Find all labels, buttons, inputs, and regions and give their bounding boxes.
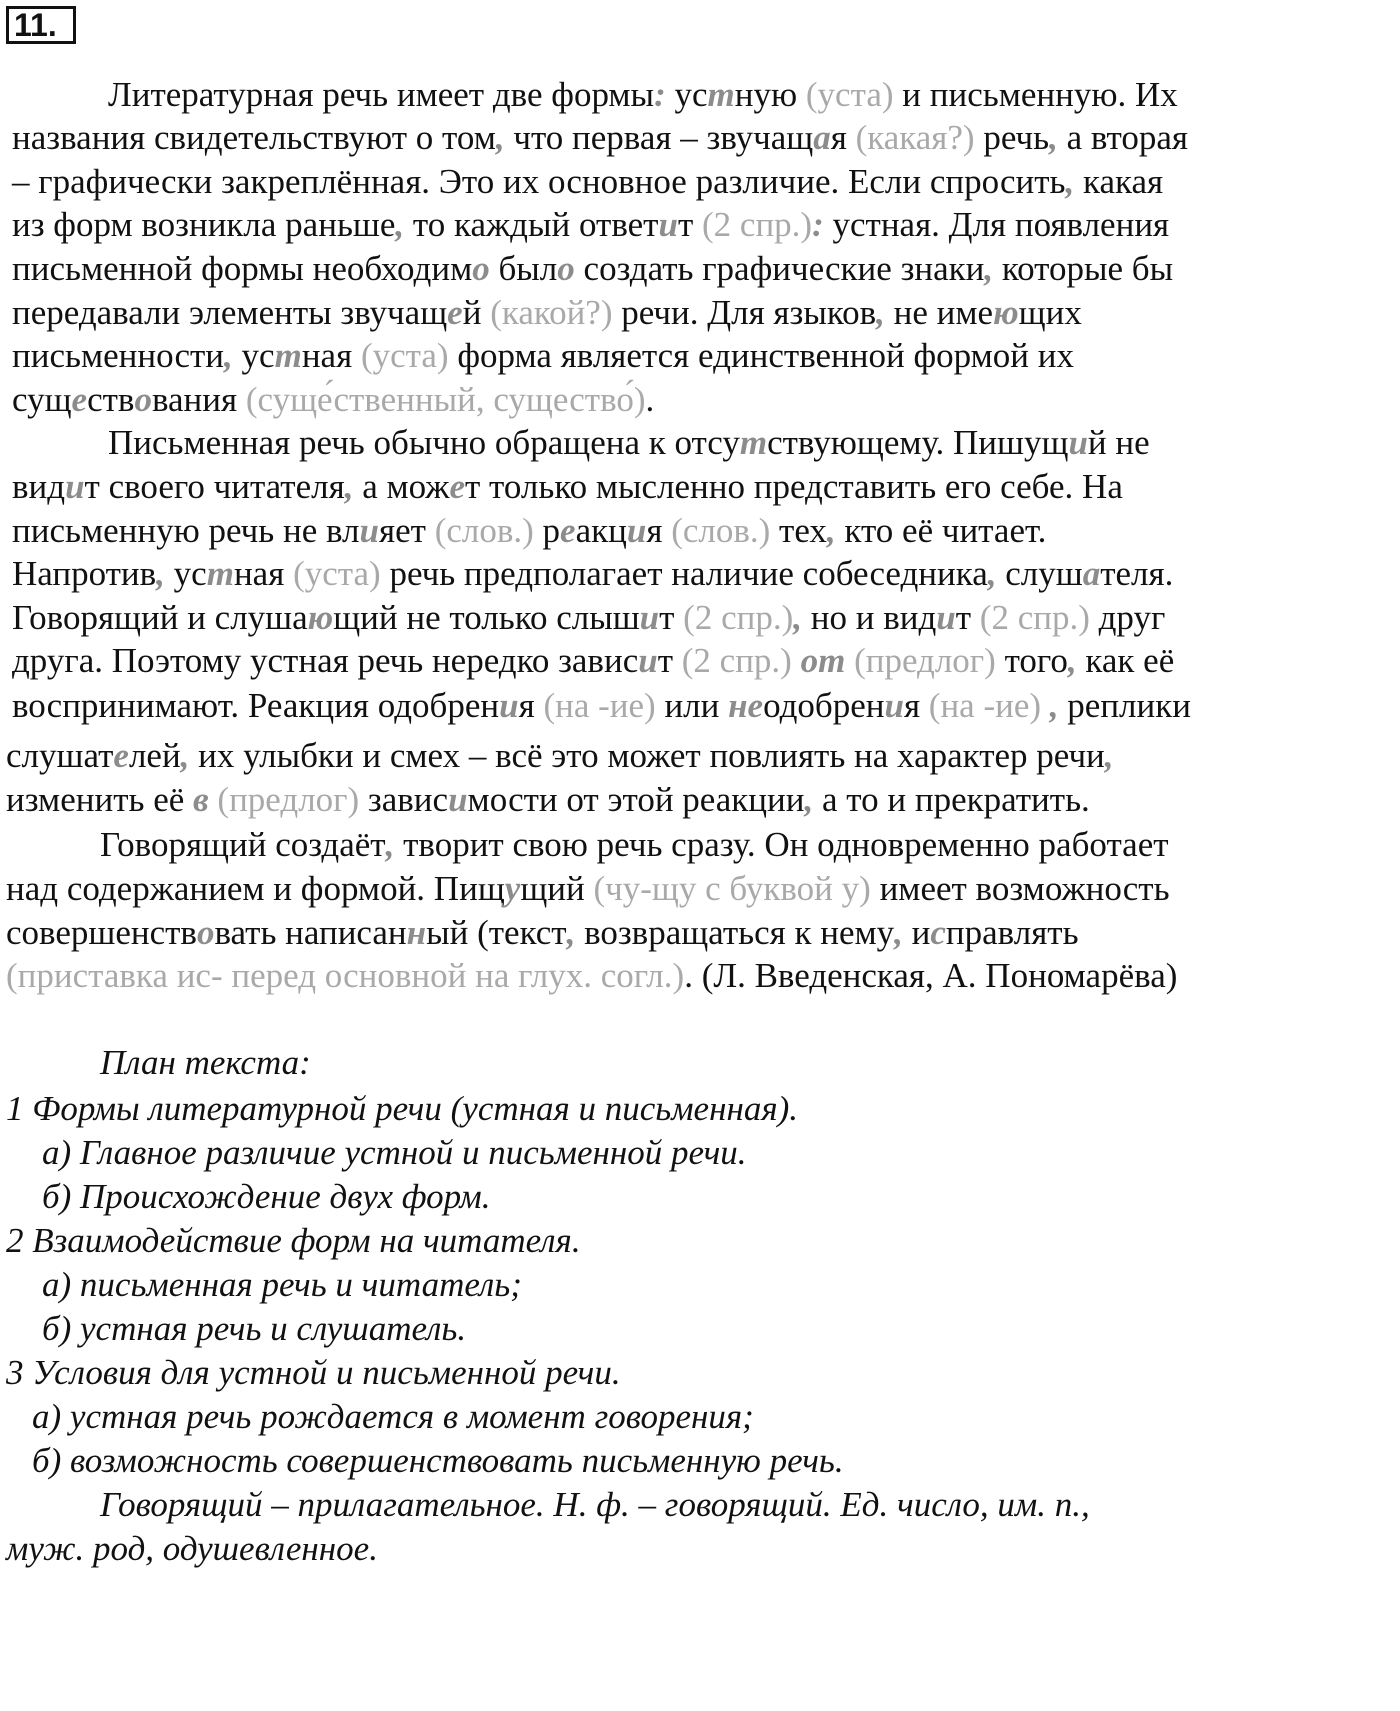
text-segment: ус	[665, 75, 708, 114]
hint-text: (слов.)	[434, 511, 534, 550]
text-segment: был	[489, 249, 558, 288]
orthogram: и	[359, 511, 379, 550]
orthogram: и	[1068, 423, 1088, 462]
text-line	[12, 683, 1191, 729]
text-line	[100, 822, 1169, 868]
orthogram: ю	[307, 598, 334, 637]
hint-text: (уста)	[293, 554, 381, 593]
text-segment: над содержанием и формой. Пищ	[6, 869, 505, 908]
text-segment	[1041, 686, 1050, 725]
text-segment: речь предполагает наличие собеседника	[380, 554, 988, 593]
orthogram: ,	[793, 598, 802, 637]
hint-text: (2 спр.)	[681, 641, 792, 680]
text-segment: но и вид	[802, 598, 937, 637]
hint-text: (на -ие)	[928, 686, 1042, 725]
orthogram: т	[739, 423, 768, 462]
text-segment: я	[830, 118, 856, 157]
hint-text: (приставка ис- перед основной на глух. согл.)	[6, 956, 685, 995]
orthogram: ,	[1104, 736, 1114, 775]
orthogram: и	[499, 686, 519, 725]
plan-line: 3 Условия для устной и письменной речи.	[6, 1353, 621, 1392]
text-segment: ый (текст	[426, 913, 567, 952]
text-segment: письменной формы необходим	[12, 249, 473, 288]
orthogram: :	[654, 75, 666, 114]
text-segment: щий не только слыш	[333, 598, 640, 637]
orthogram: и	[658, 205, 678, 244]
orthogram: ,	[1065, 162, 1075, 201]
text-segment: письменности	[12, 336, 225, 375]
text-segment: имеет возможность	[870, 869, 1170, 908]
orthogram: е	[560, 511, 576, 550]
text-segment: т	[955, 598, 980, 637]
orthogram: а	[813, 118, 831, 157]
hint-text: (предлог)	[217, 780, 360, 819]
text-segment: правлять	[945, 913, 1079, 952]
text-segment: т	[659, 598, 684, 637]
text-segment: мости от этой реакции	[467, 780, 805, 819]
text-segment: и	[902, 913, 931, 952]
text-segment: й	[462, 293, 491, 332]
hint-text: (2 спр.)	[683, 598, 794, 637]
orthogram: ,	[894, 913, 903, 952]
exercise-number: 11.	[6, 6, 76, 44]
text-segment: форма является единственной формой их	[448, 336, 1074, 375]
hint-text: (уста)	[805, 75, 894, 114]
text-segment: Письменная речь обычно обращена к отсу	[108, 423, 740, 462]
text-segment: й не	[1087, 423, 1150, 462]
orthogram: и	[626, 511, 647, 550]
text-line	[12, 595, 1165, 641]
text-line	[108, 420, 1150, 466]
text-segment: завис	[359, 780, 449, 819]
text-segment: ная	[301, 336, 361, 375]
text-segment: ная	[233, 554, 294, 593]
orthogram: н	[406, 913, 427, 952]
text-segment: вать написан	[214, 913, 407, 952]
hint-text: (суще́ственный, существо́)	[245, 380, 646, 419]
text-segment: я	[646, 511, 672, 550]
text-segment: творит свою речь сразу. Он одновременно работает	[394, 825, 1169, 864]
text-segment: то каждый ответ	[404, 205, 659, 244]
text-segment: сущ	[12, 380, 72, 419]
text-segment: как её	[1076, 641, 1175, 680]
hint-text: (уста)	[360, 336, 449, 375]
orthogram: т	[707, 75, 735, 114]
text-segment: письменную речь не вл	[12, 511, 360, 550]
text-segment: передавали элементы звучащ	[12, 293, 448, 332]
orthogram: ,	[826, 511, 836, 550]
text-segment: названия свидетельствуют о том	[12, 118, 496, 157]
orthogram: ,	[1049, 686, 1059, 725]
orthogram: от	[800, 641, 846, 680]
orthogram: ,	[224, 336, 233, 375]
text-segment: ус	[232, 336, 275, 375]
orthogram: ,	[495, 118, 505, 157]
hint-text: (предлог)	[854, 641, 996, 680]
text-segment: вид	[12, 467, 66, 506]
orthogram: о	[472, 249, 490, 288]
text-segment: не име	[884, 293, 994, 332]
text-segment: реплики	[1058, 686, 1191, 725]
orthogram: а	[1082, 554, 1101, 593]
text-line	[12, 159, 1163, 205]
hint-text: (2 спр.)	[979, 598, 1090, 637]
text-segment: а то и прекратить.	[813, 780, 1090, 819]
text-segment: или	[655, 686, 729, 725]
text-segment: – графически закреплённая. Это их основное различие. Если спросить	[12, 162, 1066, 201]
text-segment: кто её читает.	[835, 511, 1047, 550]
hint-text: (какая?)	[855, 118, 975, 157]
text-segment: речи. Для языков	[612, 293, 877, 332]
text-segment: слуш	[996, 554, 1083, 593]
orthogram: ,	[395, 205, 405, 244]
text-segment: какая	[1074, 162, 1164, 201]
orthogram: ,	[987, 554, 997, 593]
text-segment	[792, 641, 801, 680]
text-segment: совершенств	[6, 913, 197, 952]
orthogram: ,	[385, 825, 395, 864]
text-line	[12, 202, 1169, 248]
text-segment: яет	[379, 511, 435, 550]
text-segment: их улыбки и смех – всё это может повлиять на характер речи	[189, 736, 1105, 775]
orthogram: ,	[804, 780, 814, 819]
text-segment: а мож	[353, 467, 450, 506]
plan-line: Говорящий – прилагательное. Н. ф. – говорящий. Ед. число, им. п.,	[100, 1485, 1090, 1524]
plan-line: а) устная речь рождается в момент говорения;	[32, 1397, 754, 1436]
orthogram: е	[449, 467, 465, 506]
text-line	[12, 508, 1046, 554]
orthogram: с	[930, 913, 946, 952]
orthogram: и	[65, 467, 85, 506]
text-segment: т	[657, 641, 682, 680]
text-line	[6, 953, 1177, 999]
text-line	[6, 910, 1079, 956]
text-segment: устная. Для появления	[823, 205, 1170, 244]
text-segment: и письменную. Их	[893, 75, 1178, 114]
hint-text: (чу-щу с буквой у)	[593, 869, 871, 908]
orthogram: ,	[1067, 641, 1077, 680]
orthogram: и	[936, 598, 956, 637]
orthogram: е	[447, 293, 463, 332]
orthogram: ,	[180, 736, 190, 775]
text-line	[6, 777, 1090, 823]
text-segment: тех	[770, 511, 827, 550]
text-segment: . (Л. Введенская, А. Пономарёва)	[684, 956, 1178, 995]
text-segment: друга. Поэтому устная речь нередко завис	[12, 641, 639, 680]
orthogram: о	[557, 249, 575, 288]
orthogram: ю	[993, 293, 1019, 332]
text-segment: Напротив	[12, 554, 157, 593]
text-segment: т только мысленно представить его себе. На	[465, 467, 1123, 506]
text-segment: изменить её	[6, 780, 194, 819]
text-line	[6, 733, 1114, 779]
orthogram: ,	[156, 554, 165, 593]
text-line	[12, 290, 1082, 336]
text-segment: ную	[734, 75, 806, 114]
hint-text: (какой?)	[490, 293, 613, 332]
orthogram: и	[639, 598, 660, 637]
orthogram: ,	[984, 249, 994, 288]
plan-line: 2 Взаимодействие форм на читателя.	[6, 1221, 581, 1260]
text-segment: одобрен	[763, 686, 885, 725]
text-segment: Говорящий создаёт	[100, 825, 386, 864]
orthogram: т	[206, 554, 234, 593]
text-segment: акц	[575, 511, 627, 550]
orthogram: о	[134, 380, 152, 419]
text-segment: щий	[520, 869, 594, 908]
plan-line: а) письменная речь и читатель;	[42, 1265, 522, 1304]
orthogram: е	[113, 736, 129, 775]
text-segment: ств	[87, 380, 135, 419]
text-segment: я	[518, 686, 544, 725]
text-line	[12, 638, 1174, 684]
orthogram: ,	[566, 913, 576, 952]
orthogram: ,	[876, 293, 885, 332]
text-segment: воспринимают. Реакция одобрен	[12, 686, 500, 725]
text-line	[108, 72, 1178, 118]
text-segment: лей	[128, 736, 181, 775]
orthogram: о	[196, 913, 215, 952]
hint-text: (2 спр.)	[702, 205, 813, 244]
text-segment	[845, 641, 854, 680]
orthogram: е	[71, 380, 88, 419]
plan-line: муж. род, одушевленное.	[6, 1529, 378, 1568]
orthogram: не	[728, 686, 764, 725]
orthogram: ,	[1049, 118, 1058, 157]
text-segment: т	[677, 205, 702, 244]
text-segment: ствующему. Пишущ	[767, 423, 1069, 462]
orthogram: :	[812, 205, 824, 244]
text-segment: т своего читателя	[84, 467, 345, 506]
orthogram: и	[638, 641, 658, 680]
text-segment: р	[533, 511, 561, 550]
text-line	[12, 551, 1173, 597]
orthogram: в	[193, 780, 209, 819]
text-segment: ус	[164, 554, 207, 593]
orthogram: т	[274, 336, 302, 375]
text-line	[12, 115, 1188, 161]
text-segment: щих	[1018, 293, 1082, 332]
text-segment: что первая – звучащ	[504, 118, 814, 157]
text-line	[12, 333, 1074, 379]
text-segment: слушат	[6, 736, 114, 775]
orthogram: у	[504, 869, 521, 908]
hint-text: (слов.)	[671, 511, 771, 550]
text-line	[12, 464, 1123, 510]
orthogram: и	[448, 780, 468, 819]
text-segment: Литературная речь имеет две формы	[108, 75, 655, 114]
plan-line: б) устная речь и слушатель.	[42, 1309, 467, 1348]
orthogram: и	[884, 686, 904, 725]
plan-title: План текста:	[100, 1043, 311, 1082]
text-segment: из форм возникла раньше	[12, 205, 396, 244]
text-segment: речь	[974, 118, 1050, 157]
text-segment: друг	[1089, 598, 1166, 637]
text-line	[12, 246, 1173, 292]
text-segment: Говорящий и слуша	[12, 598, 308, 637]
text-segment: возвращаться к нему	[575, 913, 895, 952]
text-segment: .	[645, 380, 655, 419]
plan-line: 1 Формы литературной речи (устная и письменная).	[6, 1089, 798, 1128]
plan-line: а) Главное различие устной и письменной речи.	[42, 1133, 747, 1172]
text-line	[12, 377, 654, 423]
text-line	[6, 866, 1170, 912]
plan-line: б) возможность совершенствовать письменную речь.	[32, 1441, 844, 1480]
text-segment: того	[995, 641, 1068, 680]
text-segment: создать графические знаки	[574, 249, 985, 288]
text-segment: а вторая	[1057, 118, 1188, 157]
text-segment: я	[903, 686, 929, 725]
hint-text: (на -ие)	[543, 686, 656, 725]
text-segment: которые бы	[993, 249, 1174, 288]
orthogram: ,	[344, 467, 354, 506]
plan-line: б) Происхождение двух форм.	[42, 1177, 491, 1216]
text-segment: теля.	[1100, 554, 1174, 593]
text-segment: вания	[151, 380, 246, 419]
